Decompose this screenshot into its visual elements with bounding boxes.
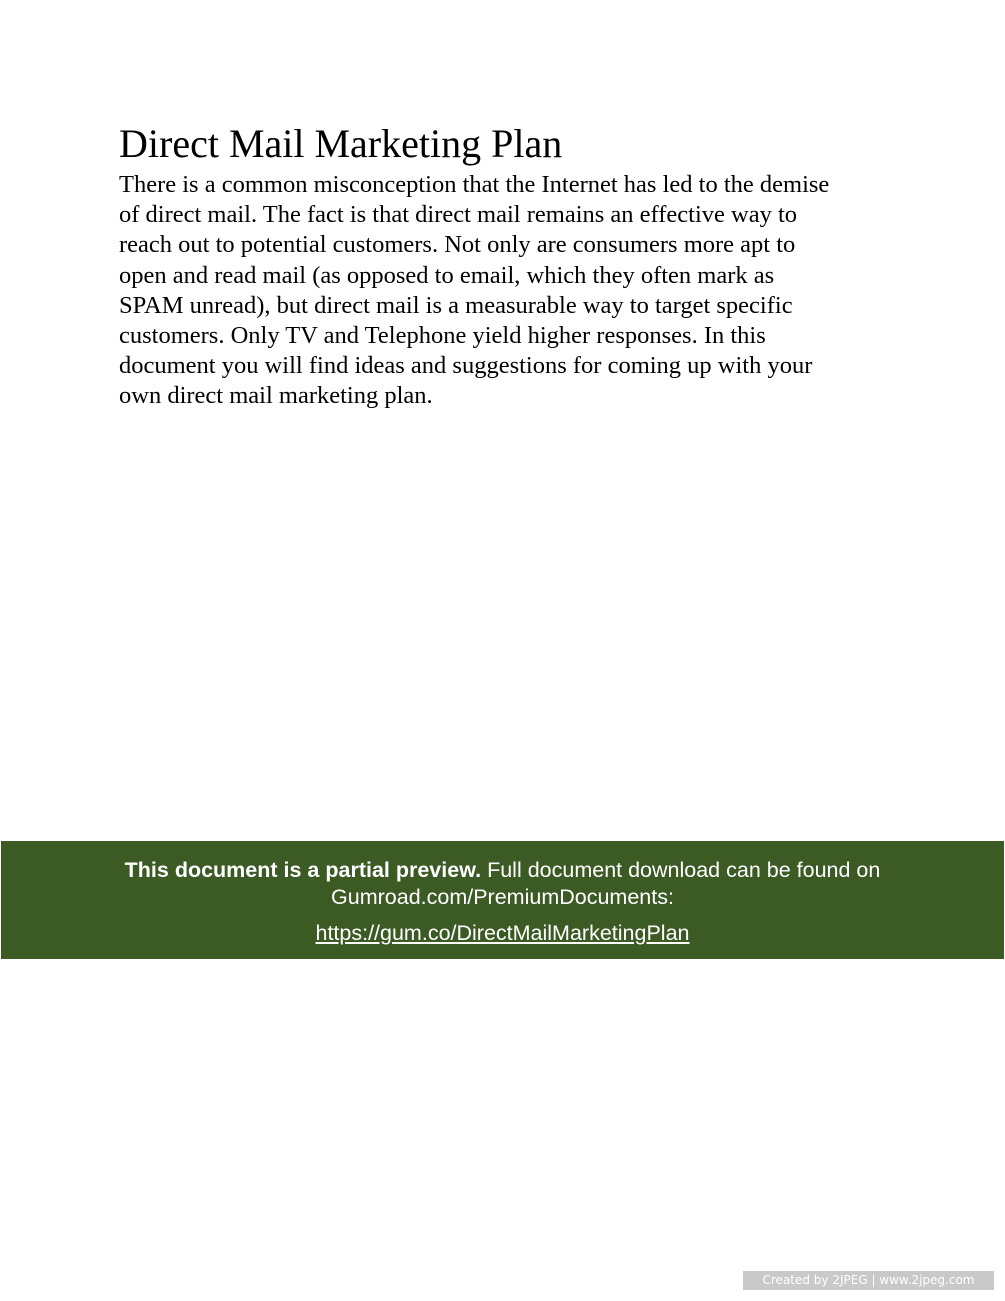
document-title: Direct Mail Marketing Plan (119, 121, 563, 166)
body-line: There is a common misconception that the Internet has led to the demise (119, 171, 830, 198)
preview-banner (1, 841, 1004, 959)
download-link[interactable]: https://gum.co/DirectMailMarketingPlan (315, 921, 690, 945)
body-line: own direct mail marketing plan. (119, 382, 433, 410)
body-line: SPAM unread), but direct mail is a measurable way to target specific (119, 291, 793, 319)
body-line: document you will find ideas and suggestions for coming up with your (119, 352, 813, 380)
body-line: customers. Only TV and Telephone yield higher responses. In this (119, 322, 766, 350)
banner-text-line2: Gumroad.com/PremiumDocuments: (331, 885, 674, 909)
banner-text: Full document download can be found on (481, 858, 881, 882)
banner-link-row (1, 920, 1004, 947)
body-line: reach out to potential customers. Not only are consumers more apt to (119, 231, 796, 259)
body-line: open and read mail (as opposed to email, which they often mark as (119, 261, 775, 289)
document-body (119, 170, 899, 412)
watermark: Created by 2JPEG | www.2jpeg.com (743, 1271, 994, 1290)
body-line: of direct mail. The fact is that direct mail remains an effective way to (119, 201, 798, 229)
banner-bold-text: This document is a partial preview. (124, 858, 482, 882)
banner-message (1, 857, 1004, 884)
